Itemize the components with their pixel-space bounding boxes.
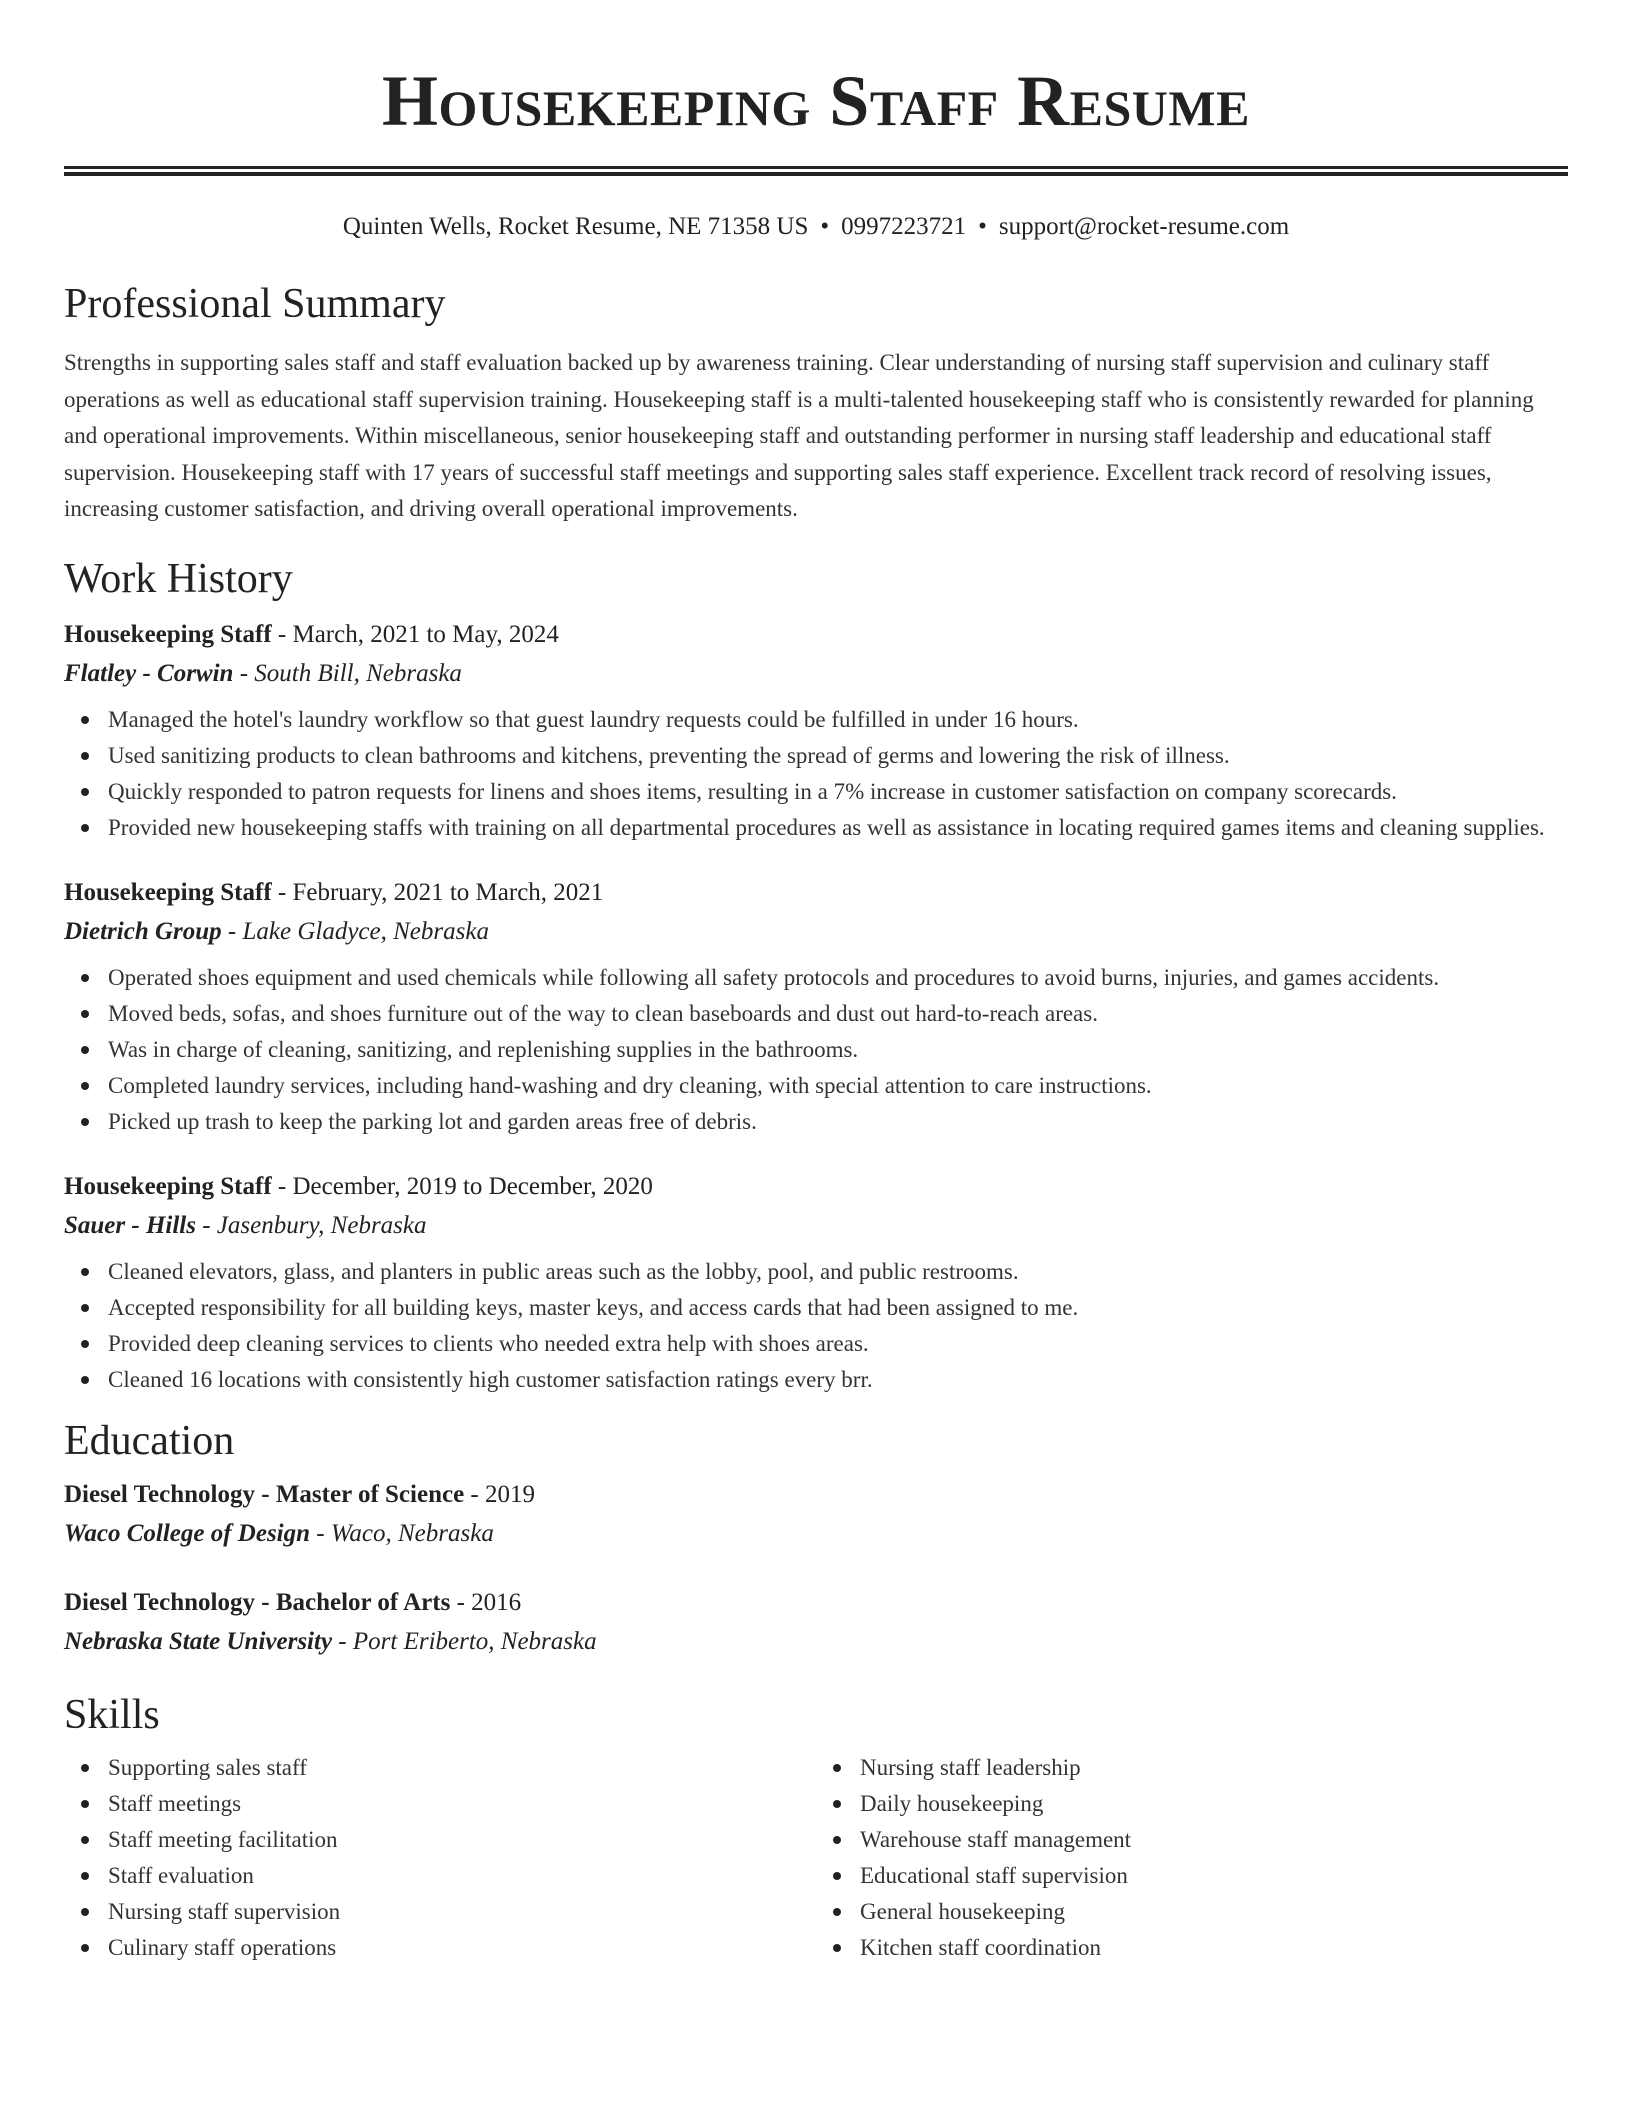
job-dates: - March, 2021 to May, 2024 <box>271 620 559 648</box>
job-bullets <box>64 1254 1568 1398</box>
work-history-heading: Work History <box>64 555 293 602</box>
job-bullets <box>64 702 1568 846</box>
skills-columns <box>64 1750 1568 1966</box>
job-bullet: Provided deep cleaning services to clients who needed extra help with shoes areas. <box>108 1326 1568 1362</box>
skill-item: Kitchen staff coordination <box>860 1930 1568 1966</box>
job-bullet: Used sanitizing products to clean bathrooms and kitchens, preventing the spread of germs and lowering the risk of illness. <box>108 738 1568 774</box>
job-entry <box>64 616 1568 846</box>
job-bullet: Managed the hotel's laundry workflow so that guest laundry requests could be fulfilled in under 16 hours. <box>108 702 1568 738</box>
education-spacer <box>64 1554 1568 1584</box>
job-location: - Lake Gladyce, Nebraska <box>221 917 489 945</box>
job-bullet: Operated shoes equipment and used chemicals while following all safety protocols and procedures to avoid burns, injuries, and games accidents. <box>108 960 1568 996</box>
skill-item: Staff meeting facilitation <box>108 1822 816 1858</box>
contact-separator: • <box>820 213 830 240</box>
skill-item: Nursing staff leadership <box>860 1750 1568 1786</box>
skill-item: General housekeeping <box>860 1894 1568 1930</box>
contact-line <box>64 211 1568 243</box>
job-bullet: Picked up trash to keep the parking lot and garden areas free of debris. <box>108 1104 1568 1140</box>
education-school-line <box>64 1514 1568 1554</box>
job-entry <box>64 874 1568 1140</box>
job-company: Flatley - Corwin <box>64 659 234 687</box>
job-org-line <box>64 912 1568 952</box>
job-role: Housekeeping Staff <box>64 620 272 648</box>
skill-item: Culinary staff operations <box>108 1930 816 1966</box>
skills-heading: Skills <box>64 1691 160 1738</box>
education-location: - Waco, Nebraska <box>310 1519 494 1547</box>
job-bullet: Cleaned 16 locations with consistently high customer satisfaction ratings every brr. <box>108 1362 1568 1398</box>
education-entry <box>64 1476 1568 1554</box>
job-bullet: Cleaned elevators, glass, and planters in public areas such as the lobby, pool, and public restrooms. <box>108 1254 1568 1290</box>
skills-list-left <box>64 1750 816 1966</box>
skill-item: Staff evaluation <box>108 1858 816 1894</box>
job-title-line <box>64 1168 1568 1206</box>
job-spacer <box>64 846 1568 874</box>
education-school-line <box>64 1622 1568 1662</box>
job-title-line <box>64 874 1568 912</box>
job-bullet: Provided new housekeeping staffs with training on all departmental procedures as well as assistance in locating required games items and cleaning supplies. <box>108 810 1568 846</box>
contact-separator: • <box>978 213 987 240</box>
job-dates: - December, 2019 to December, 2020 <box>271 1172 653 1200</box>
contact-phone: 0997223721 <box>841 213 967 240</box>
education-heading: Education <box>64 1417 235 1464</box>
education-degree-line <box>64 1584 1568 1622</box>
job-location: - Jasenbury, Nebraska <box>195 1211 427 1239</box>
education-entry <box>64 1584 1568 1662</box>
job-bullet: Moved beds, sofas, and shoes furniture out of the way to clean baseboards and dust out hard-to-reach areas. <box>108 996 1568 1032</box>
job-role: Housekeeping Staff <box>64 1172 272 1200</box>
job-location: - South Bill, Nebraska <box>233 659 462 687</box>
job-bullet: Completed laundry services, including hand-washing and dry cleaning, with special attention to care instructions. <box>108 1068 1568 1104</box>
summary-heading: Professional Summary <box>64 281 446 327</box>
job-dates: - February, 2021 to March, 2021 <box>271 878 604 906</box>
education-year: - 2019 <box>464 1480 535 1508</box>
skill-item: Supporting sales staff <box>108 1750 816 1786</box>
summary-text: Strengths in supporting sales staff and staff evaluation backed up by awareness training. Clear understanding of nursing staff supervision and culinary staff operations as well as educational staff supervision training. Housekeeping staff is a multi-talented housekeeping staff who is consistently rewarded for planning and operational improvements. Within miscellaneous, senior housekeeping staff and outstanding performer in nursing staff leadership and educational staff supervision. Housekeeping staff with 17 years of successful staff meetings and supporting sales staff experience. Excellent track record of resolving issues, increasing customer satisfaction, and driving overall operational improvements. <box>64 350 1534 521</box>
skill-item: Warehouse staff management <box>860 1822 1568 1858</box>
job-bullets <box>64 960 1568 1140</box>
job-role: Housekeeping Staff <box>64 878 272 906</box>
education-year: - 2016 <box>450 1588 522 1616</box>
job-company: Dietrich Group <box>64 917 222 945</box>
job-bullet: Quickly responded to patron requests for linens and shoes items, resulting in a 7% increase in customer satisfaction on company scorecards. <box>108 774 1568 810</box>
contact-address: Quinten Wells, Rocket Resume, NE 71358 US <box>342 213 809 240</box>
skill-item: Staff meetings <box>108 1786 816 1822</box>
job-title-line <box>64 616 1568 654</box>
job-org-line <box>64 1206 1568 1246</box>
skill-item: Educational staff supervision <box>860 1858 1568 1894</box>
skills-list-right <box>816 1750 1568 1966</box>
title-divider <box>64 166 1568 176</box>
resume-title: Housekeeping Staff Resume <box>382 61 1250 141</box>
education-degree: Diesel Technology - Bachelor of Arts <box>64 1588 451 1616</box>
education-school: Nebraska State University <box>64 1627 333 1655</box>
job-spacer <box>64 1140 1568 1168</box>
job-org-line <box>64 654 1568 694</box>
education-degree: Diesel Technology - Master of Science <box>64 1480 465 1508</box>
education-degree-line <box>64 1476 1568 1514</box>
contact-email: support@rocket-resume.com <box>998 213 1290 240</box>
job-bullet: Was in charge of cleaning, sanitizing, and replenishing supplies in the bathrooms. <box>108 1032 1568 1068</box>
education-school: Waco College of Design <box>64 1519 311 1547</box>
job-entry <box>64 1168 1568 1398</box>
job-bullet: Accepted responsibility for all building keys, master keys, and access cards that had been assigned to me. <box>108 1290 1568 1326</box>
skill-item: Nursing staff supervision <box>108 1894 816 1930</box>
education-location: - Port Eriberto, Nebraska <box>332 1627 597 1655</box>
skill-item: Daily housekeeping <box>860 1786 1568 1822</box>
job-company: Sauer - Hills <box>64 1211 196 1239</box>
